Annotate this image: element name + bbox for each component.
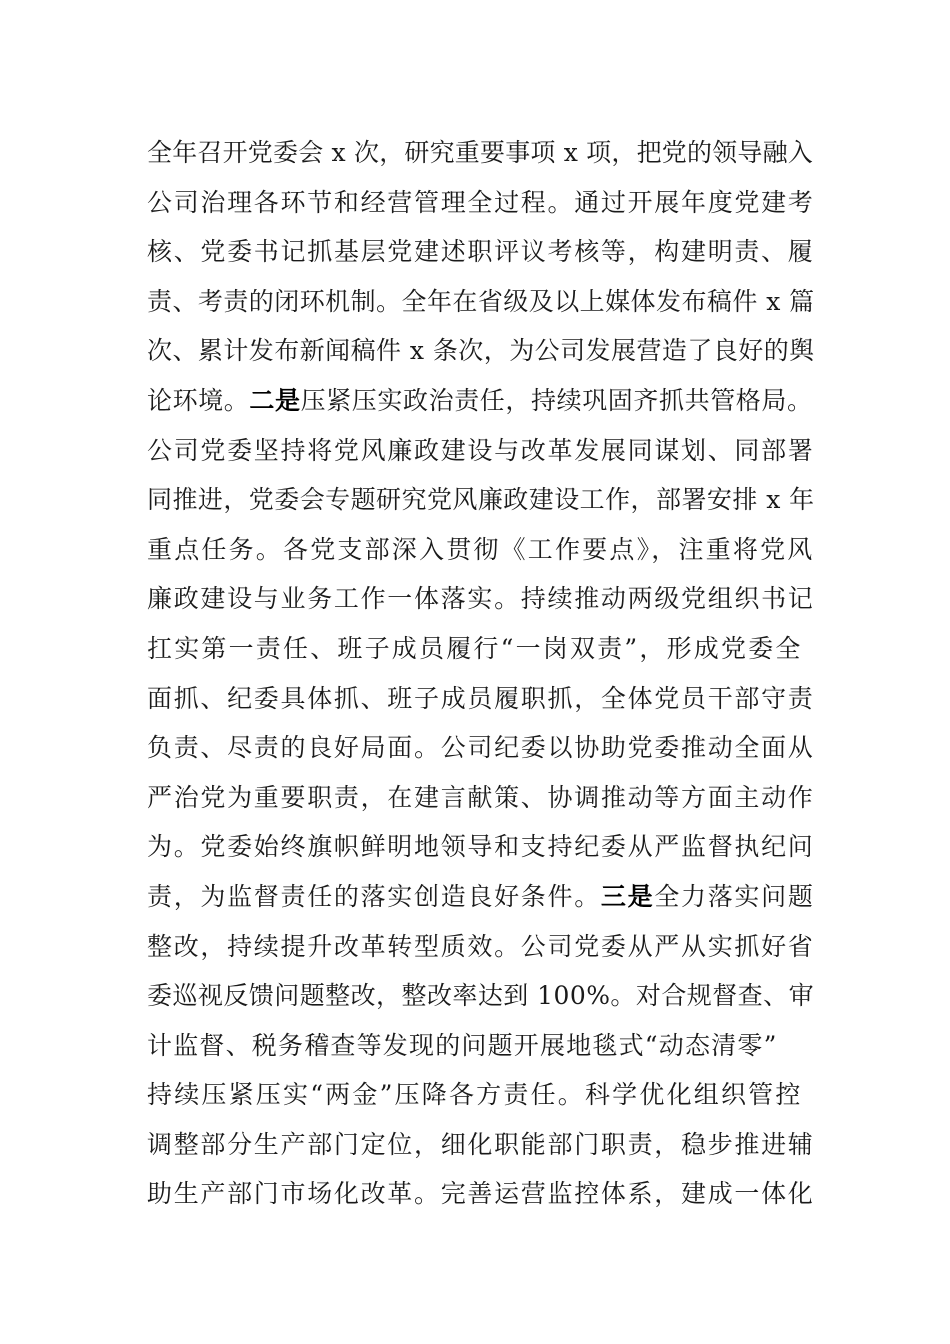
text-line: 调整部分生产部门定位，细化职能部门职责，稳步推进辅: [147, 1129, 815, 1159]
text-line: 持续压紧压实“两金”压降各方责任。科学优化组织管控: [147, 1080, 803, 1110]
body-text: [147, 128, 815, 1219]
text-line: 重点任务。各党支部深入贯彻《工作要点》，注重将党风: [147, 534, 815, 564]
text-line: 整改，持续提升改革转型质效。公司党委从严从实抓好省: [147, 931, 815, 961]
text-line: 公司党委坚持将党风廉政建设与改革发展同谋划、同部署: [147, 435, 815, 465]
text-line: 核、党委书记抓基层党建述职评议考核等，构建明责、履: [147, 237, 815, 267]
text-line: 面抓、纪委具体抓、班子成员履职抓，全体党员干部守责: [147, 683, 815, 713]
text-run: 论环境。: [147, 385, 250, 415]
text-line: 为。党委始终旗帜鲜明地领导和支持纪委从严监督执纪问: [147, 832, 815, 862]
text-line: 计监督、税务稽查等发现的问题开展地毯式“动态清零”: [147, 1030, 778, 1060]
text-line: 全年召开党委会 x 次，研究重要事项 x 项，把党的领导融入: [147, 138, 813, 167]
text-line: 同推进，党委会专题研究党风廉政建设工作，部署安排 x 年: [147, 485, 815, 515]
text-line: 助生产部门市场化改革。完善运营监控体系，建成一体化: [147, 1179, 815, 1209]
text-line: 扛实第一责任、班子成员履行“一岗双责”，形成党委全: [147, 633, 803, 663]
text-line: 次、累计发布新闻稿件 x 条次，为公司发展营造了良好的舆: [147, 336, 815, 366]
text-line: [147, 872, 815, 922]
text-line: 严治党为重要职责，在建言献策、协调推动等方面主动作: [147, 782, 815, 812]
text-line: 委巡视反馈问题整改，整改率达到 100%。对合规督查、审: [147, 981, 815, 1011]
text-line: [147, 376, 812, 426]
text-run: 责，为监督责任的落实创造良好条件。: [147, 881, 601, 911]
text-line: 责、考责的闭环机制。全年在省级及以上媒体发布稿件 x 篇: [147, 286, 815, 316]
text-line: 廉政建设与业务工作一体落实。持续推动两级党组织书记: [147, 584, 815, 614]
text-line: 负责、尽责的良好局面。公司纪委以协助党委推动全面从: [147, 733, 815, 763]
text-run: 全力落实问题: [654, 881, 815, 911]
text-line: 公司治理各环节和经营管理全过程。通过开展年度党建考: [147, 187, 815, 217]
text-run: 压紧压实政治责任，持续巩固齐抓共管格局。: [300, 385, 813, 415]
emphasis-marker: 三是: [600, 881, 655, 911]
emphasis-marker: 二是: [249, 385, 301, 415]
